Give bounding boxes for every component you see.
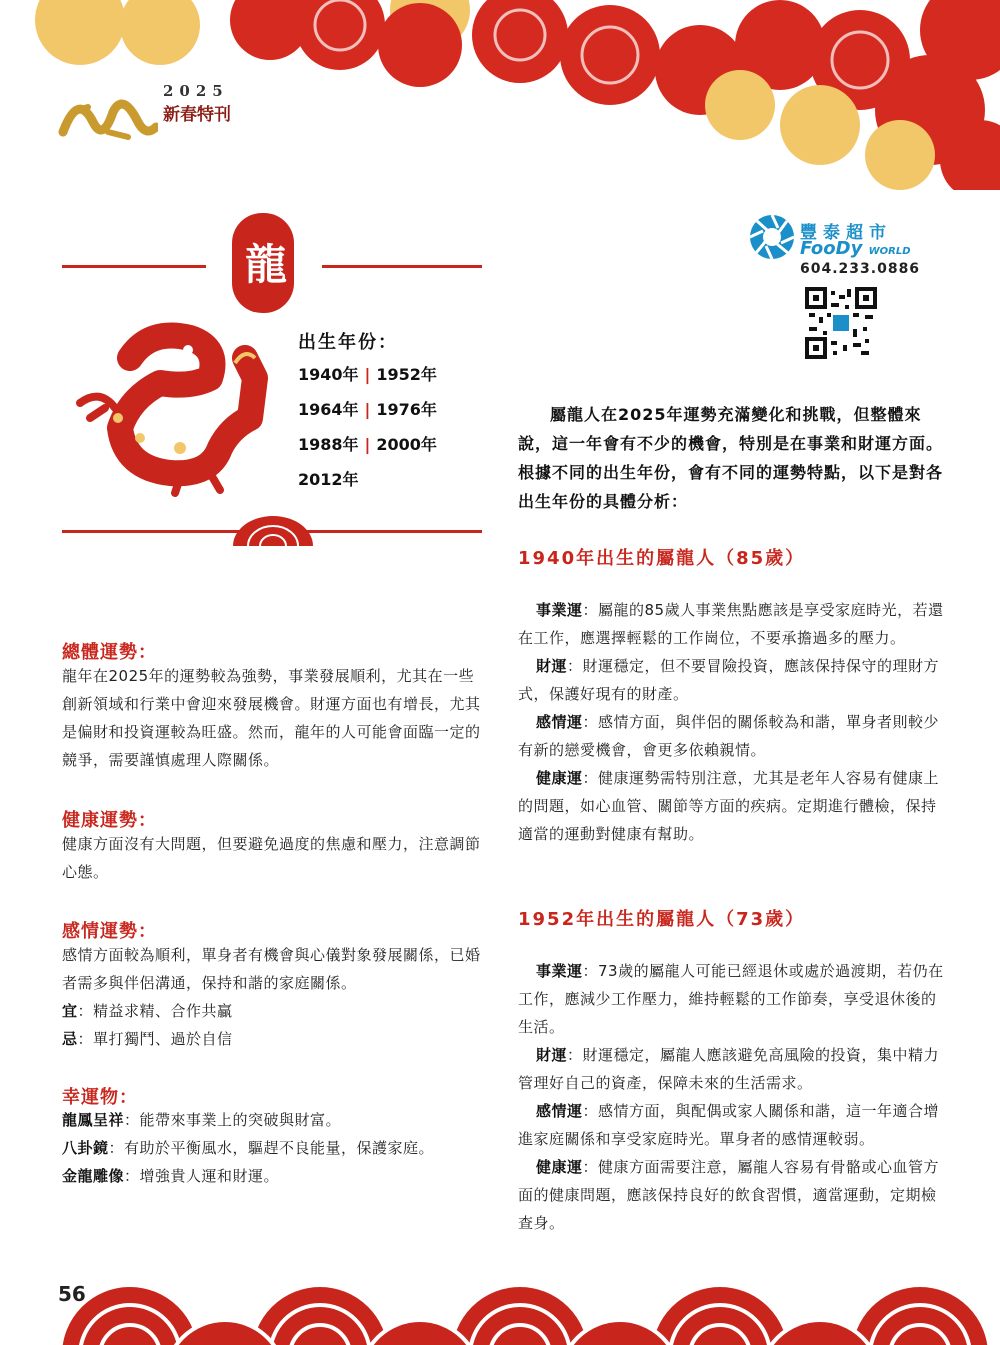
fortune-item (518, 652, 944, 708)
love-fortune-heading: 感情運勢： (62, 921, 157, 942)
overall-fortune-text: 龍年在2025年的運勢較為強勢，事業發展順利，尤其在一些創新領域和行業中會迎來發展機會。財運方面也有增長，尤其是偏財和投資運較為旺盛。然而，龍年的人可能會面臨一定的競爭，需要謹慎處理人際關係。 (62, 667, 481, 769)
dragon-seal: 龍 (232, 213, 294, 313)
brand-en-suffix: WORLD (868, 246, 911, 257)
fortune-item (518, 1041, 944, 1097)
dont-text: ：單打獨鬥、過於自信 (77, 1030, 233, 1048)
lucky-item-label: 八卦鏡 (62, 1139, 109, 1157)
lucky-item-label: 金龍雕像 (62, 1167, 125, 1185)
fortune-text: ：感情方面，與配偶或家人關係和諧，這一年適合增進家庭關係和享受家庭時光。單身者的感情運較弱。 (518, 1102, 940, 1148)
do-label: 宜 (62, 1002, 78, 1020)
fortune-text: ：健康方面需要注意，屬龍人容易有骨骼或心血管方面的健康問題，應該保持良好的飲食習慣，適當運動，定期檢查身。 (518, 1158, 940, 1232)
fortune-label: 健康運 (536, 1158, 583, 1176)
dragon-icon (70, 318, 270, 498)
do-line (62, 997, 484, 1025)
intro-paragraph: 屬龍人在2025年運勢充滿變化和挑戰，但整體來說，這一年會有不少的機會，特別是在事業和財運方面。根據不同的出生年份，會有不同的運勢特點，以下是對各出生年份的具體分析： (518, 405, 944, 511)
dont-line (62, 1025, 484, 1053)
fortune-label: 感情運 (536, 713, 583, 731)
divider-line (62, 265, 206, 268)
fortune-text: ：健康運勢需特別注意，尤其是老年人容易有健康上的問題，如心血管、關節等方面的疾病。定期進行體檢，保持適當的運動對健康有幫助。 (518, 769, 940, 843)
fortune-item (518, 1097, 944, 1153)
fortune-label: 財運 (536, 1046, 568, 1064)
fortune-text: ：73歲的屬龍人可能已經退休或處於過渡期，若仍在工作，應減少工作壓力，維持輕鬆的工作節奏，享受退休後的生活。 (518, 962, 944, 1036)
fortune-label: 事業運 (536, 601, 583, 619)
lucky-item-text: ：有助於平衡風水，驅趕不良能量，保護家庭。 (108, 1139, 435, 1157)
year-separator: | (364, 365, 371, 384)
year-separator: | (364, 400, 371, 419)
snake-calligraphy-icon (58, 82, 158, 152)
section-1952-body (518, 957, 944, 1237)
fortune-text: ：財運穩定，屬龍人應該避免高風險的投資，集中精力管理好自己的資產，保障未來的生活需求。 (518, 1046, 940, 1092)
birth-years-heading: 出生年份： (298, 332, 398, 353)
birth-year: 1940年 (298, 365, 359, 384)
fortune-text: ：屬龍的85歲人事業焦點應該是享受家庭時光，若還在工作，應選擇輕鬆的工作崗位，不要承擔過多的壓力。 (518, 601, 944, 647)
fortune-label: 健康運 (536, 769, 583, 787)
page-number: 56 (58, 1282, 86, 1306)
fortune-label: 感情運 (536, 1102, 583, 1120)
issue-title: 新春特刊 (163, 105, 231, 125)
health-fortune-text: 健康方面沒有大問題，但要避免過度的焦慮和壓力，注意調節心態。 (62, 835, 481, 881)
birth-year: 1964年 (298, 400, 359, 419)
section-heading-1952: 1952年出生的屬龍人（73歲） (518, 909, 806, 930)
issue-year: 2025 (163, 82, 229, 100)
birth-year: 1952年 (376, 365, 437, 384)
birth-year: 1988年 (298, 435, 359, 454)
lucky-item (62, 1134, 484, 1162)
health-fortune-heading: 健康運勢： (62, 810, 157, 831)
birth-year: 1976年 (376, 400, 437, 419)
lucky-item (62, 1162, 484, 1190)
birth-year-row (298, 467, 359, 490)
brand-name: 豐泰超市 (800, 223, 892, 243)
fortune-item (518, 764, 944, 848)
lucky-item-label: 龍鳳呈祥 (62, 1111, 125, 1129)
qr-code-icon[interactable] (805, 287, 877, 359)
brand-name-en (800, 238, 911, 259)
fortune-label: 事業運 (536, 962, 583, 980)
wave-decoration (0, 1245, 1000, 1345)
section-1940-body (518, 596, 944, 848)
birth-year-row (298, 397, 437, 420)
birth-year: 2012年 (298, 470, 359, 489)
lucky-item (62, 1106, 484, 1134)
fortune-item (518, 596, 944, 652)
fortune-item (518, 708, 944, 764)
fortune-label: 財運 (536, 657, 568, 675)
fortune-text: ：財運穩定，但不要冒險投資，應該保持保守的理財方式，保護好現有的財產。 (518, 657, 940, 703)
lucky-item-text: ：能帶來事業上的突破與財富。 (124, 1111, 342, 1129)
fortune-item (518, 1153, 944, 1237)
section-heading-1940: 1940年出生的屬龍人（85歲） (518, 548, 806, 569)
birth-year: 2000年 (376, 435, 437, 454)
lucky-items-heading: 幸運物： (62, 1087, 138, 1108)
birth-year-row (298, 432, 437, 455)
brand-en-main: FooDy (800, 238, 863, 259)
brand-phone: 604.233.0886 (800, 261, 921, 277)
divider-line (322, 265, 482, 268)
do-text: ：精益求精、合作共贏 (77, 1002, 233, 1020)
love-fortune-text: 感情方面較為順利，單身者有機會與心儀對象發展關係，已婚者需多與伴侶溝通，保持和諧的家庭關係。 (62, 946, 481, 992)
fortune-item (518, 957, 944, 1041)
fortune-text: ：感情方面，與伴侶的關係較為和諧，單身者則較少有新的戀愛機會，會更多依賴親情。 (518, 713, 940, 759)
birth-year-row (298, 362, 437, 385)
lucky-item-text: ：增強貴人運和財運。 (124, 1167, 280, 1185)
foody-world-logo-icon (748, 213, 796, 261)
year-separator: | (364, 435, 371, 454)
wave-ornament-icon (228, 512, 318, 548)
overall-fortune-heading: 總體運勢： (62, 642, 157, 663)
dont-label: 忌 (62, 1030, 78, 1048)
